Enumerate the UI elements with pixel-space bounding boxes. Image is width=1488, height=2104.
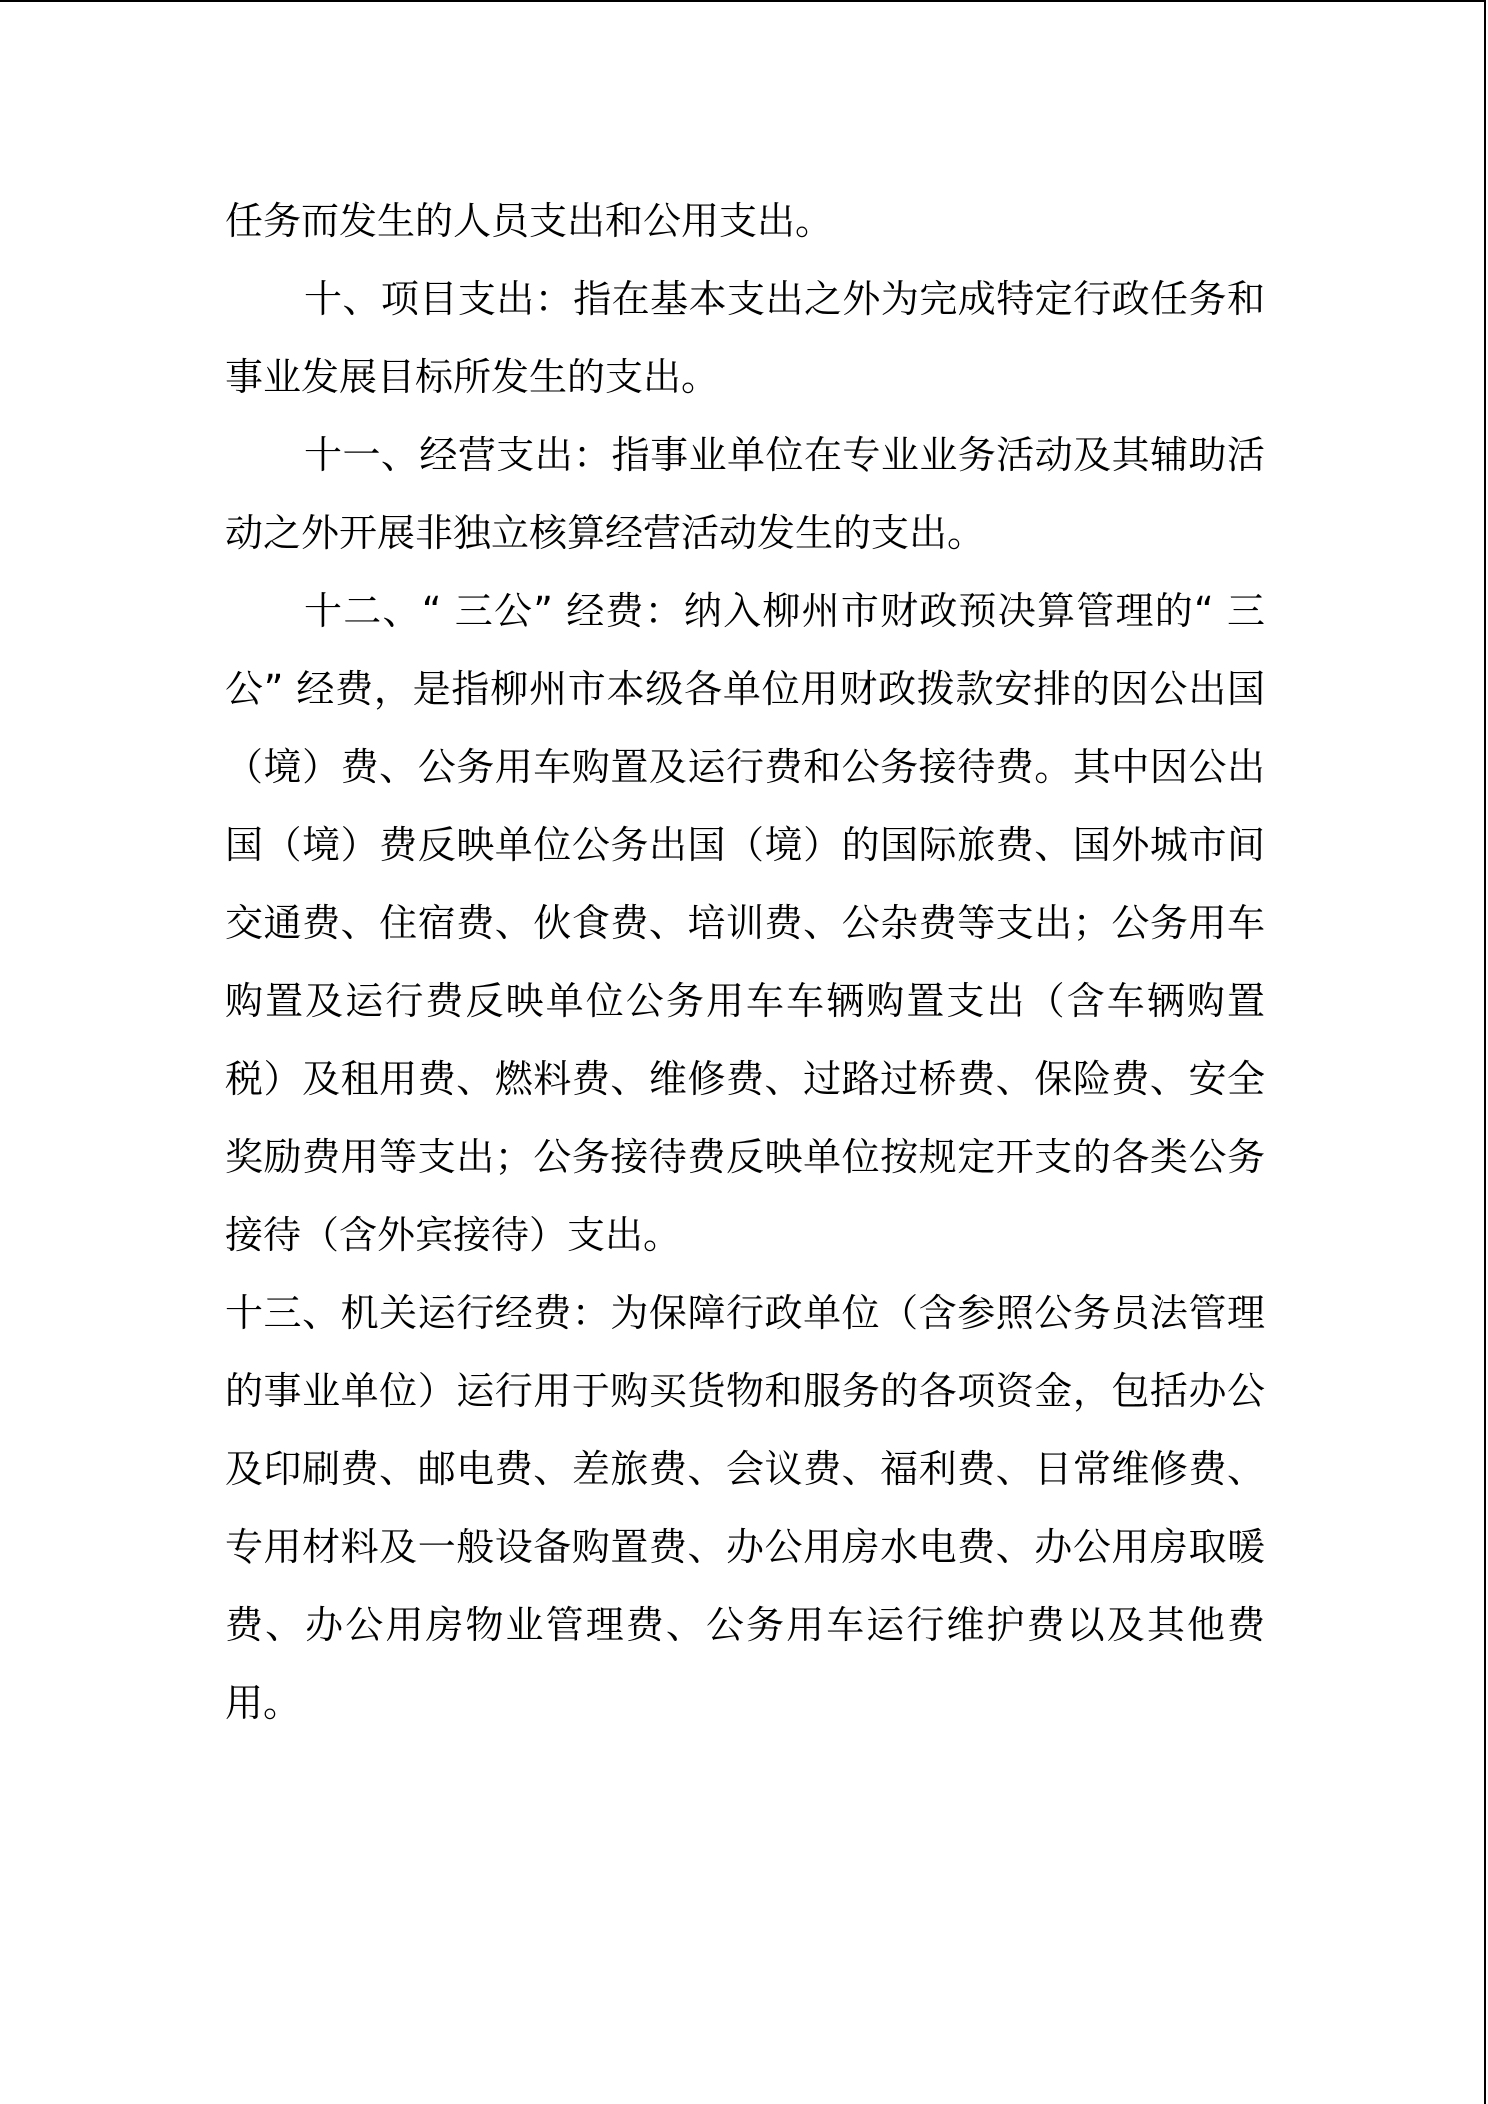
paragraph-continuation: 任务而发生的人员支出和公用支出。	[225, 199, 834, 243]
paragraph-project-expenditure: 十、项目支出：指在基本支出之外为完成特定行政任务和事业发展目标所发生的支出。	[225, 277, 1265, 399]
paragraph-three-public-funds: 十二、“ 三公” 经费：纳入柳州市财政预决算管理的“ 三公” 经费，是指柳州市本级各单位用财政拨款安排的因公出国（境）费、公务用车购置及运行费和公务接待费。其中因公出国（境）费反映单位公务出国（境）的国际旅费、国外城市间交通费、住宿费、伙食费、培训费、公杂费等支出；公务用车购置及运行费反映单位公务用车车辆购置支出（含车辆购置税）及租用费、燃料费、维修费、过路过桥费、保险费、安全奖励费用等支出；公务接待费反映单位按规定开支的各类公务接待（含外宾接待）支出。	[225, 589, 1265, 1257]
paragraph-agency-operating-funds: 十三、机关运行经费：为保障行政单位（含参照公务员法管理的事业单位）运行用于购买货物和服务的各项资金，包括办公及印刷费、邮电费、差旅费、会议费、福利费、日常维修费、专用材料及一般设备购置费、办公用房水电费、办公用房取暖费、办公用房物业管理费、公务用车运行维护费以及其他费用。	[225, 1291, 1265, 1725]
paragraph-operating-expenditure: 十一、经营支出：指事业单位在专业业务活动及其辅助活动之外开展非独立核算经营活动发生的支出。	[225, 433, 1265, 555]
document-body	[225, 182, 1265, 1742]
